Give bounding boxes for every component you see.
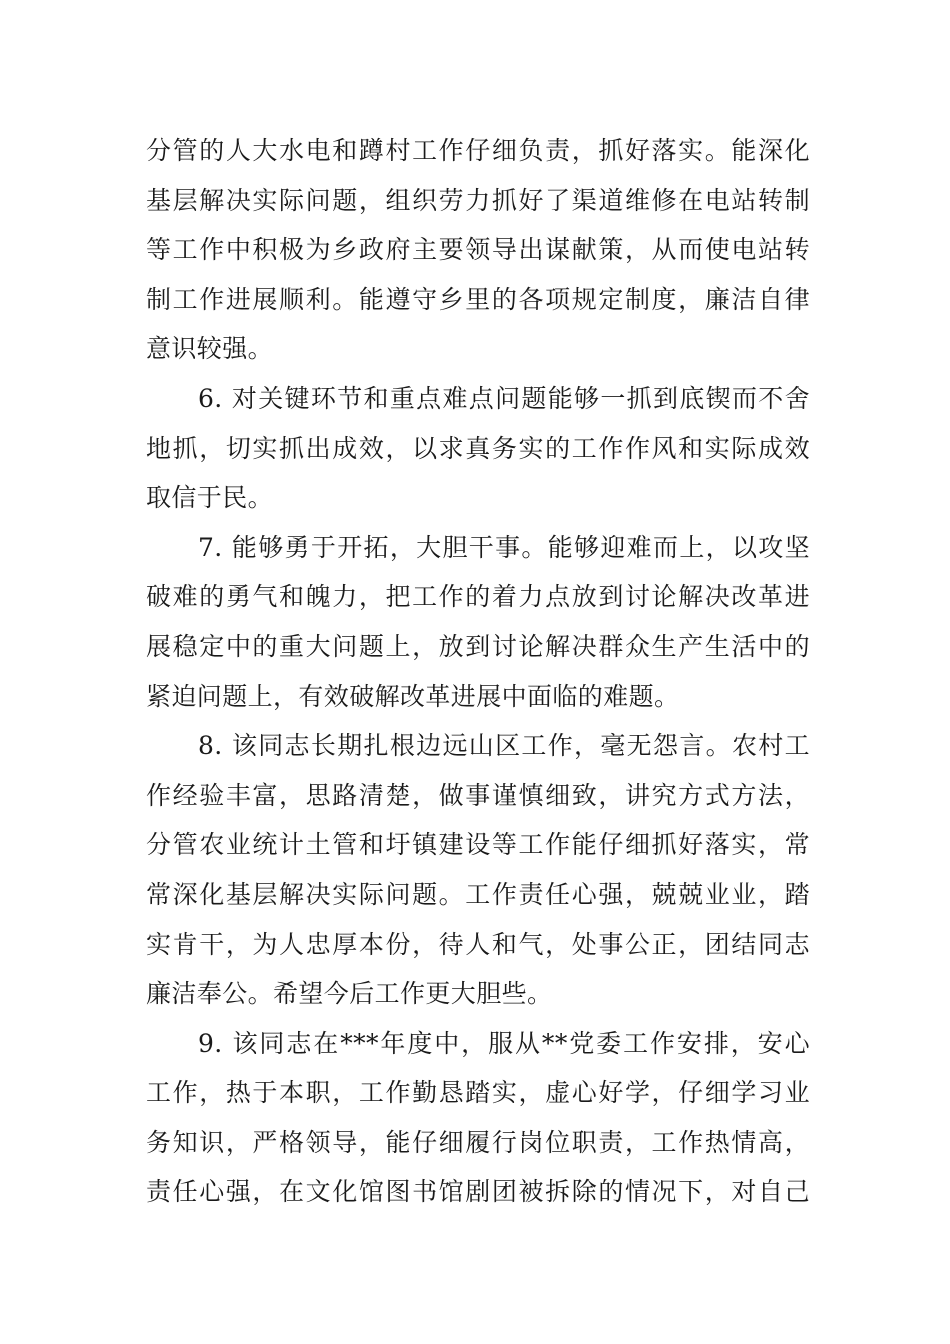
text-line: 工作，热于本职，工作勤恳踏实，虚心好学，仔细学习业: [146, 1078, 810, 1108]
paragraph-8: [146, 721, 810, 1019]
text-line: 取信于民。: [146, 483, 274, 513]
paragraph-9: [146, 1019, 810, 1217]
text-line: 实肯干，为人忠厚本份，待人和气，处事公正，团结同志: [146, 929, 810, 959]
document-body: [146, 126, 810, 1217]
text-line: 作经验丰富，思路清楚，做事谨慎细致，讲究方式方法，: [146, 780, 810, 810]
text-line: 常深化基层解决实际问题。工作责任心强，兢兢业业，踏: [146, 879, 810, 909]
text-line: 8. 该同志长期扎根边远山区工作，毫无怨言。农村工: [198, 731, 810, 761]
text-line: 7. 能够勇于开拓，大胆干事。能够迎难而上，以攻坚: [198, 532, 810, 562]
text-line: 等工作中积极为乡政府主要领导出谋献策，从而使电站转: [146, 235, 810, 265]
text-line: 基层解决实际问题，组织劳力抓好了渠道维修在电站转制: [146, 185, 810, 215]
text-line: 分管的人大水电和蹲村工作仔细负责，抓好落实。能深化: [146, 136, 810, 165]
text-line: 展稳定中的重大问题上，放到讨论解决群众生产生活中的: [146, 631, 810, 661]
text-line: 廉洁奉公。希望今后工作更大胆些。: [146, 979, 553, 1009]
text-line: 6. 对关键环节和重点难点问题能够一抓到底锲而不舍: [198, 383, 810, 413]
text-line: 破难的勇气和魄力，把工作的着力点放到讨论解决改革进: [146, 582, 810, 612]
text-line: 务知识，严格领导，能仔细履行岗位职责，工作热情高，: [146, 1127, 810, 1157]
paragraph-5-continued: [146, 126, 810, 374]
text-line: 地抓，切实抓出成效，以求真务实的工作作风和实际成效: [146, 433, 810, 463]
paragraph-6: [146, 374, 810, 523]
text-line: 制工作进展顺利。能遵守乡里的各项规定制度，廉洁自律: [146, 284, 810, 314]
text-line: 紧迫问题上，有效破解改革进展中面临的难题。: [146, 681, 680, 711]
text-line: 分管农业统计土管和圩镇建设等工作能仔细抓好落实，常: [146, 830, 810, 860]
text-line: 意识较强。: [146, 334, 274, 364]
text-line: 9. 该同志在***年度中，服从**党委工作安排，安心: [198, 1028, 810, 1058]
paragraph-7: [146, 523, 810, 721]
text-line: 责任心强，在文化馆图书馆剧团被拆除的情况下，对自己: [146, 1177, 810, 1207]
